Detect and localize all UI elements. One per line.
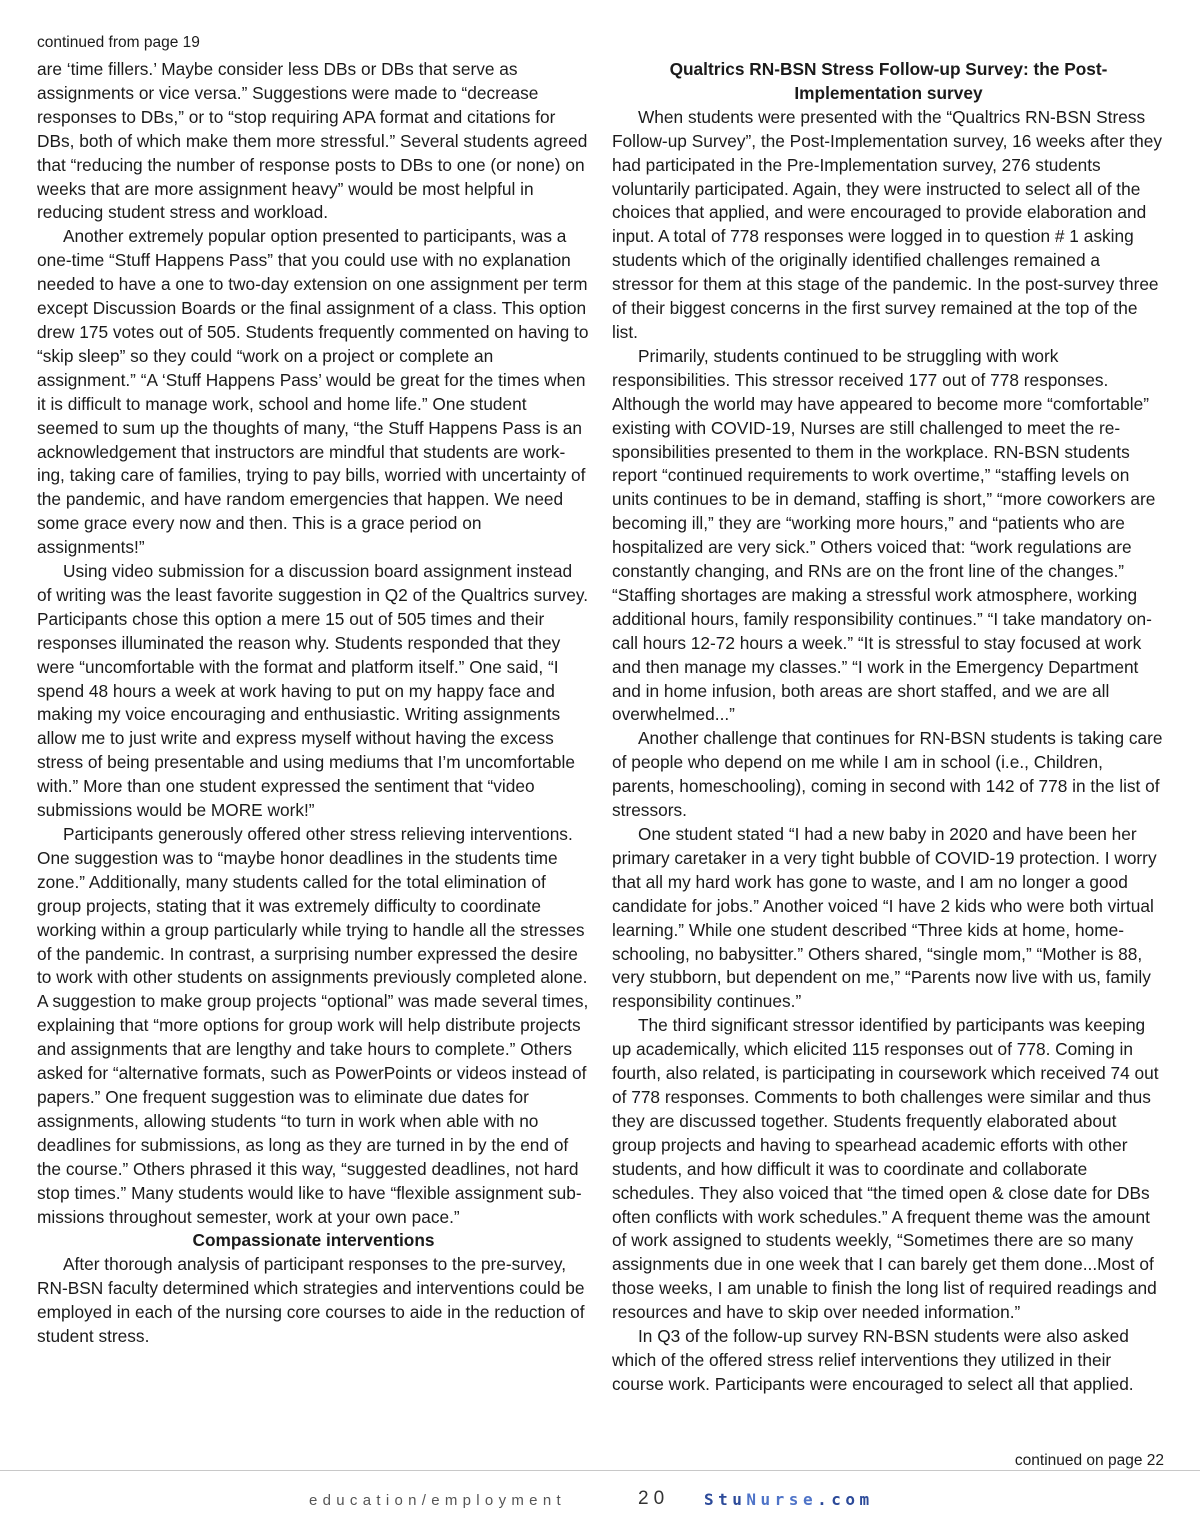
right-paragraph-4: One student stated “I had a new baby in 2020 and have been her primary caretaker in a very tight bubble of COVID-19 protection. I worry that all my hard work has gone to waste, and I am no longer a good candidate for jobs.” Another voiced “I have 2 kids who were both virtual learning.” While one student described “Three kids at home, home-schooling, no babysitter.” Others shared, “single mom,” “Mother is 88, very stubborn, but dependent on me,” “Parents now live with us, family responsibility continues.” bbox=[612, 824, 1157, 1012]
brand-logo bbox=[704, 1490, 874, 1509]
continued-to-note: continued on page 22 bbox=[1014, 1452, 1164, 1469]
right-column bbox=[612, 58, 1165, 1397]
right-paragraph-3: Another challenge that continues for RN-BSN students is taking care of people who depend on me while I am in school (i.e., Children, parents, homeschooling), coming in second with 142 of 778 in the list of stressors. bbox=[612, 728, 1163, 821]
left-paragraph-5: After thorough analysis of participant responses to the pre-survey, RN-BSN faculty determined which strategies and interventions could be employed in each of the nursing core courses to aide in the reduction of student stress. bbox=[37, 1254, 585, 1347]
compassionate-interventions-heading: Compassionate interventions bbox=[192, 1230, 435, 1251]
left-paragraph-4: Participants generously offered other stress relieving interventions. One suggestion was to “maybe honor deadlines in the students time zone.” Additionally, many students called for the total elimination of group projects, stating that it was extremely difficulty to coordinate working within a group particularly while trying to handle all the stresses of the pandemic. In contrast, a surprising number expressed the desire to work with other students on assignments previously completed alone. A suggestion to make group projects “optional” was made several times, explaining that “more options for group work will help distribute projects and assignments that are lengthy and take hours to complete.” Others asked for “alternative formats, such as PowerPoints or videos instead of papers.” One frequent suggestion was to eliminate due dates for assignments, allowing students “to turn in work when able with no deadlines for submissions, as long as they are turned in by the end of the course.” Others phrased it this way, “suggested deadlines, not hard stop times.” Many students would like to have “flexible assignment sub-missions throughout semester, work at your own pace.” bbox=[37, 824, 589, 1227]
brand-logo-part-nurse: Nurse bbox=[746, 1490, 818, 1509]
left-paragraph-1: are ‘time fillers.’ Maybe consider less DBs or DBs that serve as assignments or vice versa.” Suggestions were made to “decrease responses to DBs,” or to “stop requiring APA format and citations for DBs, both of which make them more stressful.” Several students agreed that “reducing the number of response posts to DBs to one (or none) on weeks that are more assignment heavy” would be most helpful in reducing student stress and workload. bbox=[37, 59, 588, 223]
right-paragraph-6: In Q3 of the follow-up survey RN-BSN students were also asked which of the offered stress relief interventions they utilized in their course work. Participants were encouraged to select all that applied. bbox=[612, 1326, 1134, 1394]
right-paragraph-1: When students were presented with the “Qualtrics RN-BSN Stress Follow-up Survey”, the Post-Implementation survey, 16 weeks after they had participated in the Pre-Implementation survey, 276 students voluntarily participated. Again, they were instructed to select all of the choices that applied, and were encouraged to provide elaboration and input. A total of 778 responses were logged in to question # 1 asking students which of the originally identified challenges remained a stressor for them at this stage of the pandemic. In the post-survey three of their biggest concerns in the first survey remained at the top of the list. bbox=[612, 106, 1163, 342]
page-number: 20 bbox=[638, 1488, 670, 1509]
left-paragraph-2: Another extremely popular option presented to participants, was a one-time “Stuff Happens Pass” that you could use with no explanation needed to have a one to two-day extension on one assignment per term except Discussion Boards or the final assignment of a class. This option drew 175 votes out of 505. Students frequently commented on having to “skip sleep” so they could “work on a project or complete an assignment.” “A ‘Stuff Happens Pass’ would be great for the times when it is difficult to manage work, school and home life.” One student seemed to sum up the thoughts of many, “the Stuff Happens Pass is an acknowledgement that instructors are mindful that students are work-ing, taking care of families, trying to pay bills, worried with uncertainty of the pandemic, and have random emergencies that happen. We need some grace every now and then. This is a grace period on assignments!” bbox=[37, 226, 589, 558]
brand-logo-part-stu: Stu bbox=[704, 1490, 747, 1509]
left-column bbox=[37, 58, 590, 1349]
right-paragraph-5: The third significant stressor identified by participants was keeping up academically, which elicited 115 responses out of 778. Coming in fourth, also related, is participating in coursework which received 74 out of 778 responses. Comments to both challenges were similar and thus they are discussed together. Students frequently elaborated about group projects and having to spearhead academic efforts with other students, and how difficult it was to coordinate and collaborate schedules. They also voiced that “the timed open & close date for DBs often conflicts with work schedules.” A frequent theme was the amount of work assigned to students weekly, “Sometimes there are so many assignments due in one week that I can barely get them done...Most of those weeks, I am unable to finish the long list of required readings and resources and have to skip over needed information.” bbox=[612, 1015, 1159, 1323]
left-paragraph-3: Using video submission for a discussion board assignment instead of writing was the least favorite suggestion in Q2 of the Qualtrics survey. Participants chose this option a mere 15 out of 505 times and their responses illuminated the reason why. Students responded that they were “uncomfortable with the format and platform itself.” One said, “I spend 48 hours a week at work having to put on my happy face and making my voice encouraging and enthusiastic. Writing assignments allow me to just write and express myself without having the excess stress of being presentable and using mediums that I’m uncomfortable with.” More than one student expressed the sentiment that “video submissions would be MORE work!” bbox=[37, 561, 589, 821]
right-paragraph-2: Primarily, students continued to be struggling with work responsibilities. This stressor received 177 out of 778 responses. Although the world may have appeared to become more “comfortable” existing with COVID-19, Nurses are still challenged to meet the re-sponsibilities presented to them in the workplace. RN-BSN students report “continued requirements to work overtime,” “staffing levels on units continues to be in demand, staffing is short,” “more coworkers are becoming ill,” they are “working more hours,” and “patients who are hospitalized are very sick.” Others voiced that: “work regulations are constantly changing, and RNs are on the front line of the changes.” “Staffing shortages are making a stressful work atmosphere, working additional hours, family responsibility continues.” “I take mandatory on- call hours 12-72 hours a week.” “It is stressful to stay focused at work and then manage my classes.” “I work in the Emergency Department and in home infusion, both areas are short staffed, and we are all overwhelmed...” bbox=[612, 345, 1156, 725]
post-implementation-survey-heading: Qualtrics RN-BSN Stress Follow-up Survey: the Post-Implementation survey bbox=[669, 59, 1108, 103]
continued-from-note: continued from page 19 bbox=[37, 34, 200, 51]
footer-divider bbox=[0, 1470, 1200, 1471]
brand-logo-part-com: .com bbox=[817, 1490, 874, 1509]
footer-section-label: education/employment bbox=[309, 1492, 566, 1509]
page-footer bbox=[0, 1488, 1200, 1514]
